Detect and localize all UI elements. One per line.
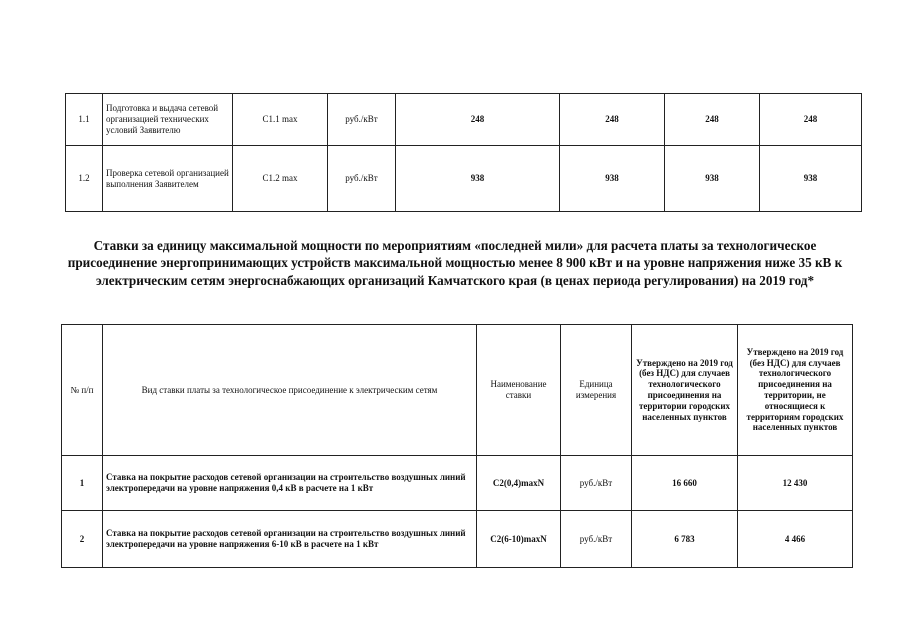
unit-cell: руб./кВт	[561, 511, 632, 568]
row-description: Ставка на покрытие расходов сетевой организации на строительство воздушных линий электропередачи на уровне напряжения 6-10 кВ в расчете на 1 кВт	[103, 511, 477, 568]
row-number: 1.2	[66, 146, 103, 212]
row-number: 2	[62, 511, 103, 568]
value-cell: 938	[665, 146, 760, 212]
header-num: № п/п	[62, 325, 103, 456]
unit-cell: руб./кВт	[561, 456, 632, 511]
table-row	[66, 146, 862, 212]
unit-cell: руб./кВт	[328, 94, 396, 146]
row-description: Подготовка и выдача сетевой организацией технических условий Заявителю	[103, 94, 233, 146]
header-unit: Единица измерения	[561, 325, 632, 456]
row-number: 1.1	[66, 94, 103, 146]
rate-code: C2(6-10)maxN	[477, 511, 561, 568]
value-cell: 938	[760, 146, 862, 212]
table-row	[62, 511, 853, 568]
rural-value: 12 430	[738, 456, 853, 511]
table-row	[62, 456, 853, 511]
value-cell: 248	[396, 94, 560, 146]
row-number: 1	[62, 456, 103, 511]
row-description: Проверка сетевой организацией выполнения Заявителем	[103, 146, 233, 212]
value-cell: 248	[665, 94, 760, 146]
section-heading: Ставки за единицу максимальной мощности по мероприятиям «последней мили» для расчета платы за технологическое присоединение энергопринимающих устройств максимальной мощностью менее 8 900 кВт и на уровне напряжения ниже 35 кВ к электрическим сетям энергоснабжающих организаций Камчатского края (в ценах периода регулирования) на 2019 год*	[67, 238, 843, 288]
rural-value: 4 466	[738, 511, 853, 568]
header-type: Вид ставки платы за технологическое присоединение к электрическим сетям	[103, 325, 477, 456]
top-rates-table	[65, 93, 862, 212]
header-urban: Утверждено на 2019 год (без НДС) для случаев технологического присоединения на территории городских населенных пунктов	[632, 325, 738, 456]
unit-cell: руб./кВт	[328, 146, 396, 212]
value-cell: 938	[560, 146, 665, 212]
rate-code: C2(0,4)maxN	[477, 456, 561, 511]
header-row	[62, 325, 853, 456]
rate-code: C1.1 max	[233, 94, 328, 146]
urban-value: 16 660	[632, 456, 738, 511]
value-cell: 248	[560, 94, 665, 146]
urban-value: 6 783	[632, 511, 738, 568]
row-description: Ставка на покрытие расходов сетевой организации на строительство воздушных линий электропередачи на уровне напряжения 0,4 кВ в расчете на 1 кВт	[103, 456, 477, 511]
last-mile-rates-table	[61, 324, 853, 568]
header-name: Наименование ставки	[477, 325, 561, 456]
rate-code: C1.2 max	[233, 146, 328, 212]
table-row	[66, 94, 862, 146]
value-cell: 938	[396, 146, 560, 212]
header-rural: Утверждено на 2019 год (без НДС) для случаев технологического присоединения на территории, не относящиеся к территориям городских населенных пунктов	[738, 325, 853, 456]
value-cell: 248	[760, 94, 862, 146]
